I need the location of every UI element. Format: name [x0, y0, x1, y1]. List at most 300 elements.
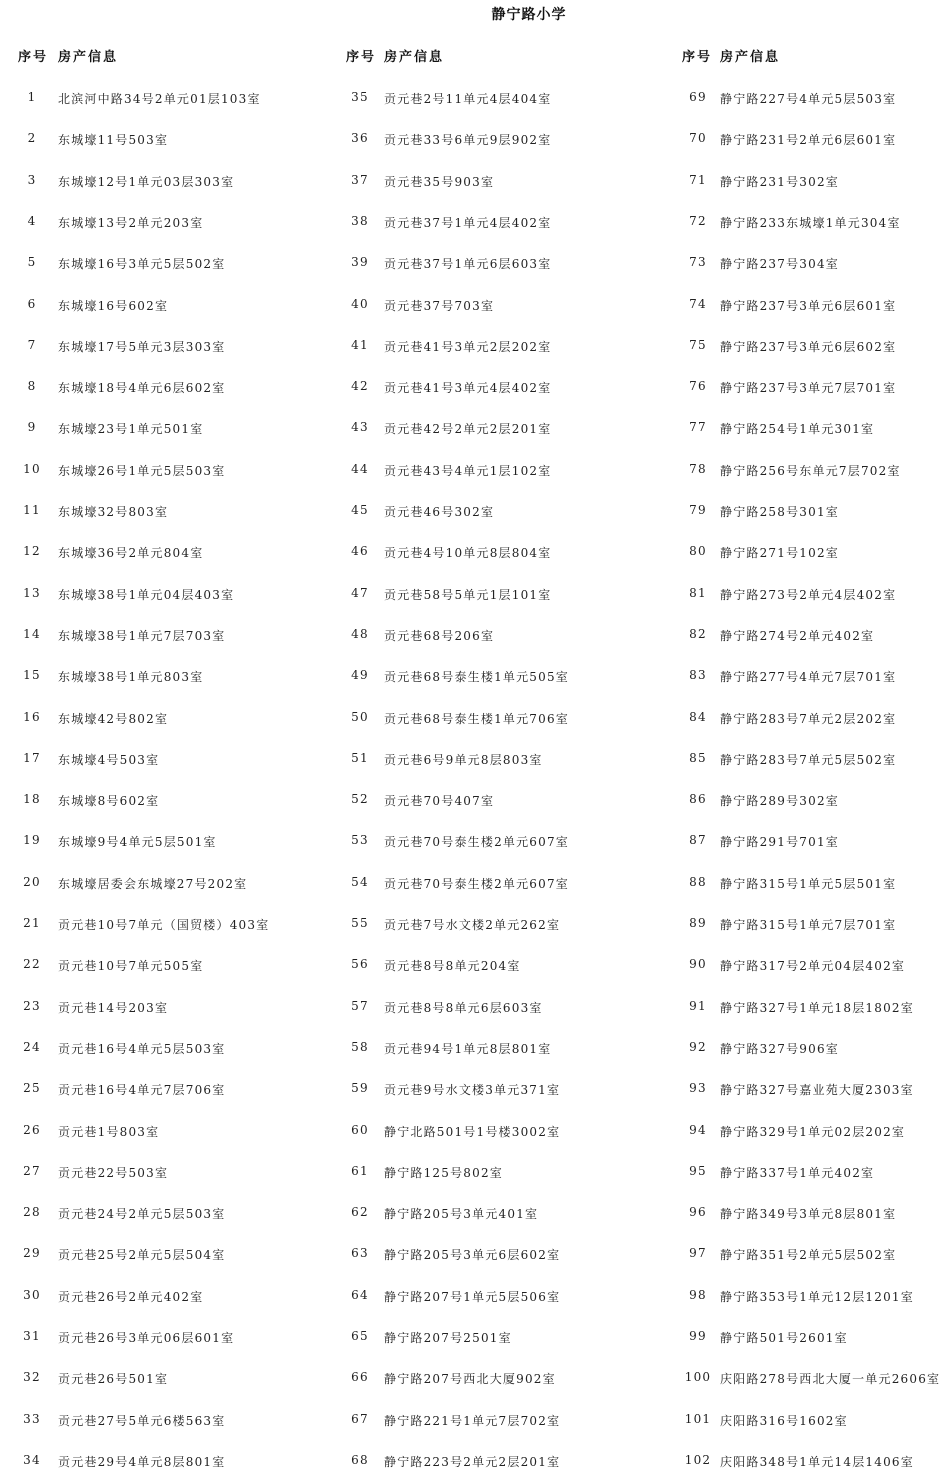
list-item: [0, 131, 330, 151]
item-number: 92: [689, 1039, 707, 1054]
item-number: 67: [351, 1411, 369, 1426]
item-number: 98: [689, 1287, 707, 1302]
item-number: 96: [689, 1205, 707, 1220]
list-item: [0, 1081, 330, 1101]
property-info: 贡元巷33号6单元9层902室: [384, 133, 552, 148]
property-info: 东城壕42号802室: [58, 711, 169, 726]
list-item: [672, 710, 952, 730]
property-info: 东城壕居委会东城壕27号202室: [58, 876, 248, 891]
property-info: 东城壕26号1单元5层503室: [58, 463, 226, 478]
property-info: 东城壕17号5单元3层303室: [58, 339, 226, 354]
list-item: [0, 1453, 330, 1473]
item-number: 47: [351, 585, 369, 600]
property-info: 贡元巷16号4单元5层503室: [58, 1041, 226, 1056]
list-item: [0, 751, 330, 771]
list-item: [672, 379, 952, 399]
item-number: 37: [351, 172, 369, 187]
property-info: 东城壕9号4单元5层501室: [58, 835, 217, 850]
property-info: 静宁路315号1单元5层501室: [720, 876, 897, 891]
item-number: 84: [689, 709, 707, 724]
property-info: 静宁路237号3单元7层701室: [720, 381, 897, 396]
property-info: 静宁路327号906室: [720, 1041, 840, 1056]
item-number: 64: [351, 1287, 369, 1302]
list-item: [672, 999, 952, 1019]
property-info: 静宁路501号2601室: [720, 1331, 848, 1345]
property-info: 贡元巷42号2单元2层201室: [384, 422, 552, 437]
property-info: 贡元巷37号703室: [384, 298, 495, 313]
list-item: [332, 544, 672, 564]
list-item: [0, 1329, 330, 1349]
list-item: [672, 297, 952, 317]
property-info: 贡元巷6号9单元8层803室: [384, 752, 543, 767]
item-number: 97: [689, 1246, 707, 1261]
list-item: [332, 503, 672, 523]
property-info: 贡元巷37号1单元4层402室: [384, 215, 552, 230]
item-number: 76: [689, 379, 707, 394]
property-info: 静宁路317号2单元04层402室: [720, 959, 906, 974]
list-item: [0, 544, 330, 564]
property-info: 东城壕11号503室: [58, 133, 169, 148]
page-title: 静宁路小学: [491, 7, 567, 23]
item-number: 26: [23, 1122, 41, 1137]
property-info: 东城壕13号2单元203室: [58, 215, 204, 230]
item-number: 49: [351, 668, 369, 683]
item-number: 43: [351, 420, 369, 435]
list-item: [332, 255, 672, 275]
list-item: [0, 90, 330, 110]
property-info: 贡元巷46号302室: [384, 505, 495, 519]
item-number: 88: [689, 874, 707, 889]
item-number: 23: [23, 998, 41, 1013]
item-number: 28: [23, 1205, 41, 1220]
list-item: [332, 1081, 672, 1101]
item-number: 80: [689, 544, 707, 559]
property-info: 贡元巷24号2单元5层503室: [58, 1207, 226, 1222]
property-info: 东城壕4号503室: [58, 752, 160, 767]
item-number: 42: [351, 379, 369, 394]
list-item: [672, 1288, 952, 1308]
list-item: [332, 1412, 672, 1432]
item-number: 65: [351, 1329, 369, 1343]
property-info: 贡元巷29号4单元8层801室: [58, 1454, 226, 1469]
property-info: 静宁路283号7单元2层202室: [720, 711, 897, 726]
list-item: [0, 1040, 330, 1060]
item-number: 62: [351, 1205, 369, 1220]
property-info: 静宁路254号1单元301室: [720, 422, 875, 437]
list-item: [672, 957, 952, 977]
property-info: 静宁路289号302室: [720, 794, 840, 809]
item-number: 63: [351, 1246, 369, 1261]
list-item: [332, 957, 672, 977]
item-number: 100: [684, 1370, 712, 1385]
list-item: [332, 379, 672, 399]
list-item: [0, 627, 330, 647]
item-number: 91: [689, 998, 707, 1013]
column-1: [0, 0, 330, 1472]
item-number: 35: [351, 90, 369, 104]
list-item: [332, 627, 672, 647]
property-info: 贡元巷22号503室: [58, 1165, 169, 1180]
list-item: [332, 90, 672, 110]
item-number: 90: [689, 957, 707, 972]
property-info: 静宁路327号1单元18层1802室: [720, 1000, 914, 1015]
property-info: 贡元巷37号1单元6层603室: [384, 257, 552, 272]
item-number: 95: [689, 1163, 707, 1178]
property-info: 贡元巷43号4单元1层102室: [384, 463, 552, 478]
list-item: [0, 297, 330, 317]
property-info: 静宁路315号1单元7层701室: [720, 918, 897, 932]
item-number: 74: [689, 296, 707, 311]
list-item: [332, 586, 672, 606]
property-info: 贡元巷35号903室: [384, 174, 495, 189]
property-info: 静宁路231号2单元6层601室: [720, 133, 897, 148]
property-info: 贡元巷14号203室: [58, 1000, 169, 1015]
item-number: 72: [689, 213, 707, 228]
list-item: [672, 1370, 952, 1390]
property-info: 静宁路256号东单元7层702室: [720, 463, 901, 478]
property-info: 静宁路231号302室: [720, 174, 840, 189]
list-item: [332, 875, 672, 895]
property-info: 贡元巷4号10单元8层804室: [384, 546, 552, 561]
item-number: 41: [351, 337, 369, 352]
column-2: [332, 0, 672, 1472]
list-item: [672, 916, 952, 936]
item-number: 94: [689, 1122, 707, 1137]
property-info: 静宁路337号1单元402室: [720, 1165, 875, 1180]
property-info: 贡元巷10号7单元505室: [58, 959, 204, 974]
property-info: 贡元巷70号407室: [384, 794, 495, 809]
list-item: [672, 1412, 952, 1432]
list-item: [332, 1164, 672, 1184]
list-item: [0, 1246, 330, 1266]
list-item: [332, 1370, 672, 1390]
property-info: 静宁路125号802室: [384, 1165, 504, 1180]
item-number: 39: [351, 255, 369, 270]
property-info: 静宁路223号2单元2层201室: [384, 1454, 561, 1469]
list-item: [332, 297, 672, 317]
property-info: 贡元巷1号803室: [58, 1124, 160, 1139]
item-number: 57: [351, 998, 369, 1013]
property-info: 贡元巷41号3单元4层402室: [384, 381, 552, 396]
item-number: 14: [23, 626, 41, 641]
list-item: [0, 999, 330, 1019]
property-info: 东城壕38号1单元803室: [58, 670, 204, 685]
property-info: 东城壕16号3单元5层502室: [58, 257, 226, 272]
list-item: [672, 173, 952, 193]
column-header-property-info: 房产信息: [384, 50, 445, 65]
item-number: 54: [351, 874, 369, 889]
list-item: [0, 173, 330, 193]
property-info: 静宁路351号2单元5层502室: [720, 1248, 897, 1263]
item-number: 85: [689, 750, 707, 765]
property-info: 贡元巷25号2单元5层504室: [58, 1248, 226, 1263]
item-number: 48: [351, 626, 369, 641]
property-info: 静宁路237号3单元6层601室: [720, 298, 897, 313]
property-info: 贡元巷68号206室: [384, 628, 495, 643]
item-number: 77: [689, 420, 707, 435]
list-item: [332, 1205, 672, 1225]
list-item: [332, 668, 672, 688]
property-info: 贡元巷94号1单元8层801室: [384, 1041, 552, 1056]
item-number: 70: [689, 131, 707, 146]
column-header-number: 序号: [18, 50, 49, 65]
list-item: [0, 916, 330, 936]
property-info: 北滨河中路34号2单元01层103室: [58, 92, 261, 106]
list-item: [332, 131, 672, 151]
property-info: 贡元巷68号泰生楼1单元505室: [384, 670, 570, 685]
property-info: 静宁路271号102室: [720, 546, 840, 561]
property-info: 贡元巷70号泰生楼2单元607室: [384, 876, 570, 891]
item-number: 46: [351, 544, 369, 559]
column-3: [672, 0, 952, 1472]
list-item: [0, 462, 330, 482]
item-number: 25: [23, 1081, 41, 1096]
item-number: 93: [689, 1081, 707, 1096]
item-number: 83: [689, 668, 707, 683]
property-info: 静宁路349号3单元8层801室: [720, 1207, 897, 1222]
column-header-property-info: 房产信息: [720, 50, 781, 65]
item-number: 16: [23, 709, 41, 724]
list-item: [332, 710, 672, 730]
list-item: [332, 833, 672, 853]
item-number: 68: [351, 1452, 369, 1467]
list-item: [0, 710, 330, 730]
list-item: [0, 1164, 330, 1184]
property-info: 静宁路327号嘉业苑大厦2303室: [720, 1083, 914, 1098]
item-number: 66: [351, 1370, 369, 1385]
property-info: 贡元巷27号5单元6楼563室: [58, 1413, 226, 1428]
item-number: 13: [23, 585, 41, 600]
list-item: [672, 1164, 952, 1184]
item-number: 58: [351, 1039, 369, 1054]
property-info: 东城壕16号602室: [58, 298, 169, 313]
item-number: 89: [689, 916, 707, 930]
property-info: 静宁路237号304室: [720, 257, 840, 272]
list-item: [0, 1288, 330, 1308]
list-item: [332, 420, 672, 440]
list-item: [332, 999, 672, 1019]
list-item: [0, 875, 330, 895]
property-info: 贡元巷58号5单元1层101室: [384, 587, 552, 602]
list-item: [672, 627, 952, 647]
list-item: [672, 462, 952, 482]
item-number: 4: [27, 213, 37, 228]
item-number: 27: [23, 1163, 41, 1178]
list-item: [332, 338, 672, 358]
list-item: [0, 792, 330, 812]
list-item: [0, 420, 330, 440]
list-item: [0, 503, 330, 523]
item-number: 45: [351, 503, 369, 517]
item-number: 24: [23, 1039, 41, 1054]
list-item: [332, 462, 672, 482]
property-info: 静宁路273号2单元4层402室: [720, 587, 897, 602]
item-number: 53: [351, 833, 369, 848]
list-item: [672, 1205, 952, 1225]
list-item: [332, 214, 672, 234]
list-item: [332, 1329, 672, 1349]
item-number: 86: [689, 792, 707, 807]
item-number: 40: [351, 296, 369, 311]
list-item: [672, 1040, 952, 1060]
item-number: 15: [23, 668, 41, 683]
item-number: 61: [351, 1163, 369, 1178]
item-number: 51: [351, 750, 369, 765]
list-item: [0, 833, 330, 853]
property-info: 静宁路207号西北大厦902室: [384, 1372, 556, 1387]
item-number: 32: [23, 1370, 41, 1385]
property-info: 东城壕18号4单元6层602室: [58, 381, 226, 396]
property-info: 静宁路283号7单元5层502室: [720, 752, 897, 767]
list-item: [672, 1246, 952, 1266]
property-info: 静宁路291号701室: [720, 835, 840, 850]
list-item: [0, 586, 330, 606]
property-info: 静宁路221号1单元7层702室: [384, 1413, 561, 1428]
property-info: 东城壕38号1单元7层703室: [58, 628, 226, 643]
property-info: 静宁北路501号1号楼3002室: [384, 1124, 561, 1139]
item-number: 87: [689, 833, 707, 848]
list-item: [332, 1288, 672, 1308]
item-number: 31: [23, 1329, 41, 1343]
list-item: [672, 1081, 952, 1101]
property-info: 静宁路207号2501室: [384, 1331, 512, 1345]
property-info: 贡元巷8号8单元204室: [384, 959, 521, 974]
property-info: 静宁路277号4单元7层701室: [720, 670, 897, 685]
item-number: 34: [23, 1452, 41, 1467]
property-info: 贡元巷26号2单元402室: [58, 1289, 204, 1304]
property-info: 庆阳路348号1单元14层1406室: [720, 1454, 914, 1469]
list-item: [672, 503, 952, 523]
list-item: [0, 1412, 330, 1432]
list-item: [0, 214, 330, 234]
property-info: 静宁路258号301室: [720, 505, 840, 519]
item-number: 52: [351, 792, 369, 807]
property-info: 贡元巷26号501室: [58, 1372, 169, 1387]
item-number: 33: [23, 1411, 41, 1426]
list-item: [332, 792, 672, 812]
property-info: 庆阳路316号1602室: [720, 1413, 848, 1428]
list-item: [0, 1123, 330, 1143]
property-info: 静宁路233东城壕1单元304室: [720, 215, 901, 230]
list-item: [672, 90, 952, 110]
property-info: 东城壕23号1单元501室: [58, 422, 204, 437]
list-item: [0, 379, 330, 399]
column-header-number: 序号: [346, 50, 377, 65]
list-item: [672, 255, 952, 275]
item-number: 11: [23, 503, 41, 517]
item-number: 101: [684, 1411, 712, 1426]
list-item: [332, 751, 672, 771]
list-item: [0, 255, 330, 275]
item-number: 78: [689, 461, 707, 476]
list-item: [672, 833, 952, 853]
item-number: 17: [23, 750, 41, 765]
item-number: 60: [351, 1122, 369, 1137]
item-number: 75: [689, 337, 707, 352]
property-info: 贡元巷41号3单元2层202室: [384, 339, 552, 354]
item-number: 19: [23, 833, 41, 848]
property-info: 静宁路353号1单元12层1201室: [720, 1289, 914, 1304]
list-item: [672, 668, 952, 688]
item-number: 10: [23, 461, 41, 476]
item-number: 79: [689, 503, 707, 517]
item-number: 3: [27, 172, 37, 187]
list-item: [332, 916, 672, 936]
list-item: [332, 1123, 672, 1143]
item-number: 73: [689, 255, 707, 270]
item-number: 50: [351, 709, 369, 724]
item-number: 1: [27, 90, 37, 104]
list-item: [672, 131, 952, 151]
column-header-property-info: 房产信息: [58, 50, 119, 65]
item-number: 102: [684, 1452, 712, 1467]
list-item: [0, 1370, 330, 1390]
property-info: 贡元巷7号水文楼2单元262室: [384, 918, 561, 932]
list-item: [672, 338, 952, 358]
list-item: [332, 1246, 672, 1266]
property-info: 静宁路205号3单元6层602室: [384, 1248, 561, 1263]
item-number: 69: [689, 90, 707, 104]
item-number: 2: [27, 131, 37, 146]
property-info: 东城壕38号1单元04层403室: [58, 587, 235, 602]
property-info: 静宁路207号1单元5层506室: [384, 1289, 561, 1304]
item-number: 6: [27, 296, 37, 311]
property-info: 贡元巷2号11单元4层404室: [384, 92, 552, 106]
property-info: 贡元巷16号4单元7层706室: [58, 1083, 226, 1098]
list-item: [672, 792, 952, 812]
item-number: 81: [689, 585, 707, 600]
property-info: 东城壕8号602室: [58, 794, 160, 809]
list-item: [672, 875, 952, 895]
property-info: 贡元巷70号泰生楼2单元607室: [384, 835, 570, 850]
list-item: [0, 1205, 330, 1225]
list-item: [672, 586, 952, 606]
property-info: 静宁路274号2单元402室: [720, 628, 875, 643]
item-number: 18: [23, 792, 41, 807]
item-number: 29: [23, 1246, 41, 1261]
item-number: 12: [23, 544, 41, 559]
list-item: [672, 1453, 952, 1473]
property-info: 静宁路227号4单元5层503室: [720, 92, 897, 106]
property-info: 静宁路329号1单元02层202室: [720, 1124, 906, 1139]
item-number: 9: [27, 420, 37, 435]
list-item: [672, 544, 952, 564]
item-number: 5: [27, 255, 37, 270]
property-info: 贡元巷68号泰生楼1单元706室: [384, 711, 570, 726]
property-info: 贡元巷26号3单元06层601室: [58, 1331, 235, 1345]
list-item: [0, 338, 330, 358]
item-number: 22: [23, 957, 41, 972]
list-item: [332, 1040, 672, 1060]
item-number: 7: [27, 337, 37, 352]
item-number: 59: [351, 1081, 369, 1096]
list-item: [332, 173, 672, 193]
property-info: 东城壕12号1单元03层303室: [58, 174, 235, 189]
item-number: 56: [351, 957, 369, 972]
property-info: 庆阳路278号西北大厦一单元2606室: [720, 1372, 941, 1387]
property-info: 贡元巷9号水文楼3单元371室: [384, 1083, 561, 1098]
item-number: 55: [351, 916, 369, 930]
list-item: [672, 420, 952, 440]
column-header-number: 序号: [682, 50, 713, 65]
item-number: 82: [689, 626, 707, 641]
item-number: 99: [689, 1329, 707, 1343]
list-item: [672, 1123, 952, 1143]
property-info: 贡元巷8号8单元6层603室: [384, 1000, 543, 1015]
list-item: [672, 214, 952, 234]
item-number: 36: [351, 131, 369, 146]
list-item: [0, 668, 330, 688]
